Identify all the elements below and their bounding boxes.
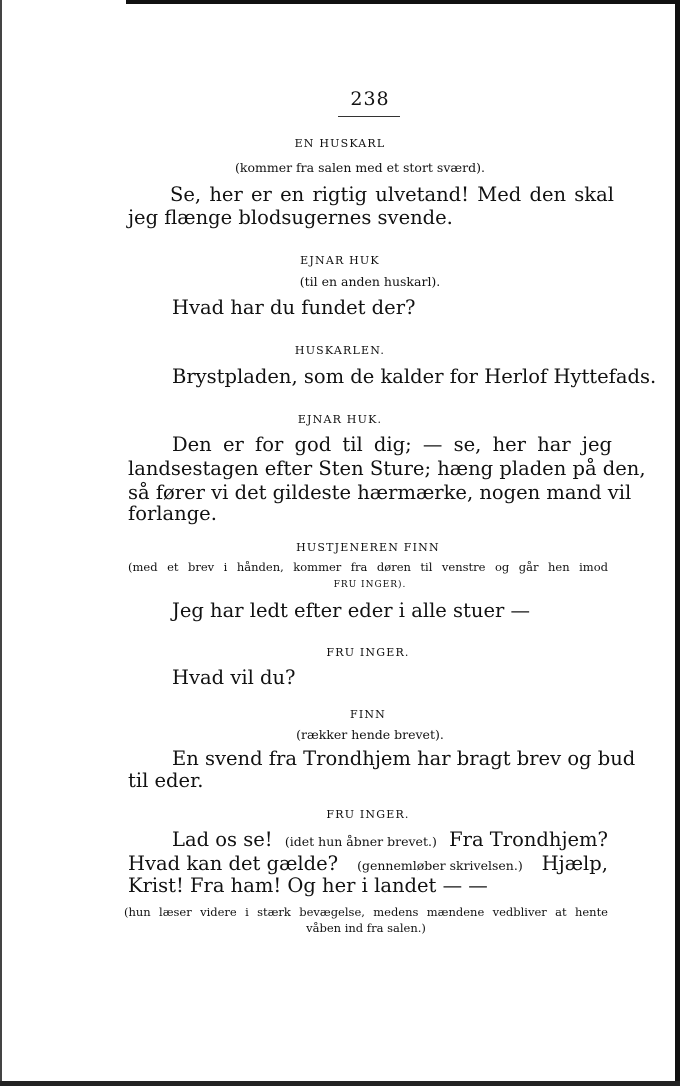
speaker-heading: FRU INGER. xyxy=(326,646,410,659)
dialogue-line: Hvad har du fundet der? xyxy=(172,296,416,319)
dialogue-fragment: Hvad kan det gælde? xyxy=(128,852,339,875)
dialogue-line: Krist! Fra ham! Og her i landet — — xyxy=(128,874,488,897)
dialogue-line: En svend fra Trondhjem har bragt brev og bud xyxy=(172,747,636,770)
dialogue-line: jeg flænge blodsugernes svende. xyxy=(128,206,453,229)
stage-direction: (hun læser videre i stærk bevægelse, medens mændene vedbliver at hente xyxy=(124,905,608,919)
dialogue-line: forlange. xyxy=(128,502,217,525)
speaker-heading: HUSTJENEREN FINN xyxy=(296,541,440,554)
inline-stage-direction: (idet hun åbner brevet.) xyxy=(284,834,437,849)
dialogue-line: Hvad vil du? xyxy=(172,666,296,689)
inline-stage-direction: (gennemløber skrivelsen.) xyxy=(357,858,523,873)
page-number-rule xyxy=(338,116,400,117)
speaker-heading: EN HUSKARL xyxy=(294,137,386,150)
page-number: 238 xyxy=(350,88,390,110)
stage-direction: (til en anden huskarl). xyxy=(299,274,441,289)
stage-direction: våben ind fra salen.) xyxy=(306,921,426,935)
dialogue-line xyxy=(172,828,608,851)
speaker-heading: FINN xyxy=(349,708,387,721)
dialogue-line: Brystpladen, som de kalder for Herlof Hyttefads. xyxy=(172,365,657,388)
speaker-heading: FRU INGER. xyxy=(326,808,410,821)
dialogue-fragment: Lad os se! xyxy=(172,828,273,851)
dialogue-line: Den er for god til dig; — se, her har jeg xyxy=(172,433,612,456)
scan-edge-bottom xyxy=(0,1081,680,1086)
dialogue-fragment: Fra Trondhjem? xyxy=(449,828,608,851)
dialogue-fragment: Hjælp, xyxy=(541,852,608,875)
stage-direction: (med et brev i hånden, kommer fra døren til venstre og går hen imod xyxy=(128,560,608,574)
scan-edge-left xyxy=(0,0,2,1086)
stage-direction: (rækker hende brevet). xyxy=(296,727,444,742)
dialogue-line: Se, her er en rigtig ulvetand! Med den skal xyxy=(170,183,614,206)
speaker-heading: EJNAR HUK. xyxy=(297,413,383,426)
stage-direction: FRU INGER). xyxy=(333,580,407,590)
scan-edge-top xyxy=(126,0,680,4)
dialogue-line: til eder. xyxy=(128,769,204,792)
dialogue-line: landsestagen efter Sten Sture; hæng pladen på den, xyxy=(128,457,646,480)
dialogue-line: så fører vi det gildeste hærmærke, nogen mand vil xyxy=(128,481,632,504)
dialogue-line: Jeg har ledt efter eder i alle stuer — xyxy=(172,599,531,622)
speaker-heading: HUSKARLEN. xyxy=(294,344,386,357)
speaker-heading: EJNAR HUK xyxy=(300,254,380,267)
stage-direction: (kommer fra salen med et stort sværd). xyxy=(235,160,485,175)
dialogue-line xyxy=(128,852,608,875)
